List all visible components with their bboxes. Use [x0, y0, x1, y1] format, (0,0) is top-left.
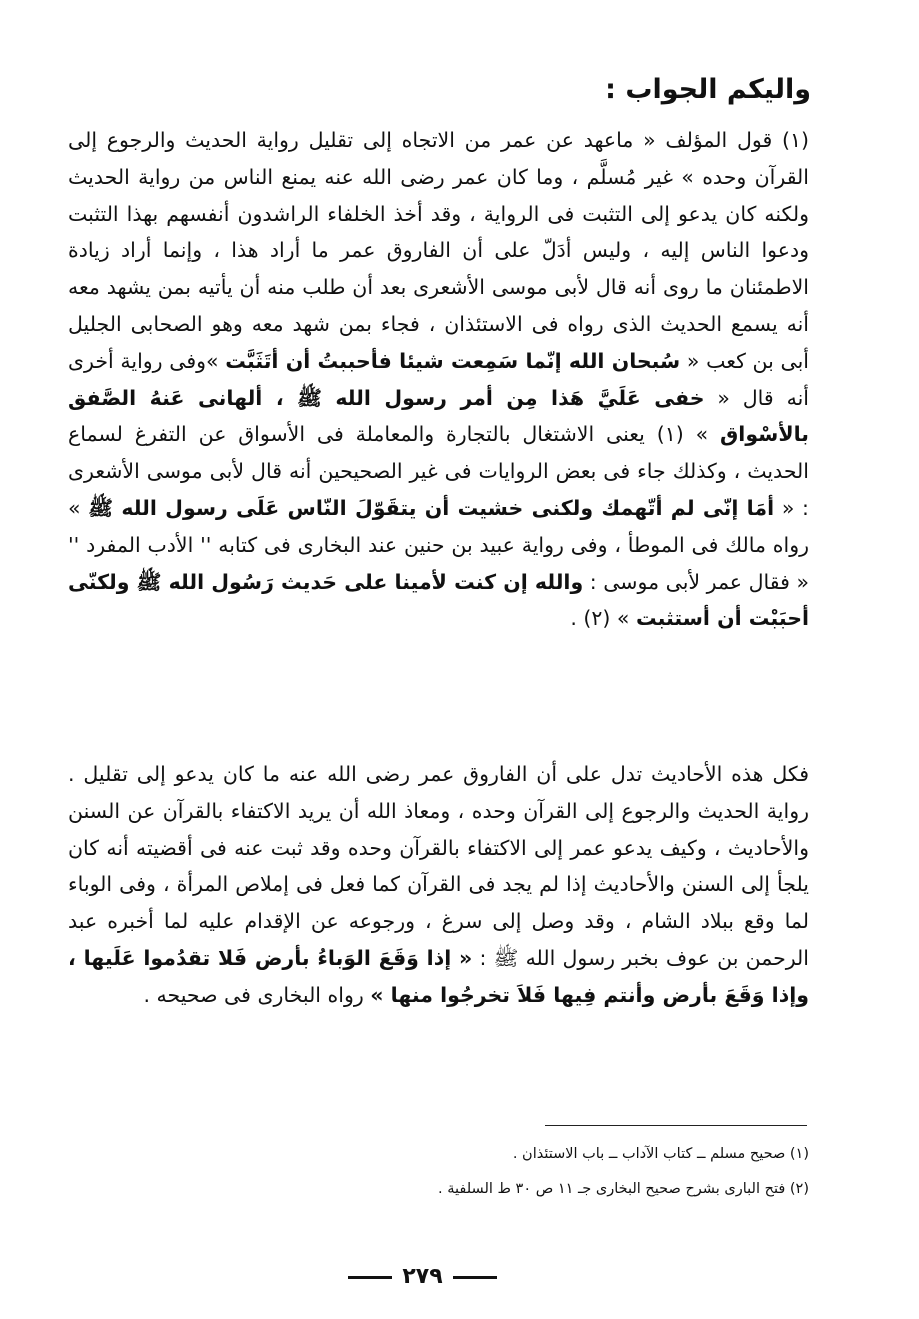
- paragraph-2-text: فكل هذه الأحاديث تدل على أن الفاروق عمر رضى الله عنه ما كان يدعو إلى تقليل . رواية الحديث والرجوع إلى القرآن وحده ، ومعاذ الله أن يريد الاكتفاء بالقرآن عن السنن والأحاديث ، وكيف يدعو عمر إلى الاكتفاء بالقرآن وحده وقد ثبت عنه فى أقضيته أنه كان يلجأ إلى السنن والأحاديث إذا لم يجد فى القرآن كما فعل فى إملاص المرأة ، وفى الوباء لما وقع ببلاد الشام ، وقد وصل إلى سرغ ، ورجوعه عن الإقدام عليه لما أخبره عبد الرحمن بن عوف بخبر رسول الله ﷺ :: [68, 762, 809, 970]
- paragraph-2-text: رواه البخارى فى صحيحه .: [143, 982, 364, 1007]
- paragraph-1-text: (١) قول المؤلف « ماعهد عن عمر من الاتجاه إلى تقليل رواية الحديث والرجوع إلى القرآن وحده » غير مُسلَّم ، وما كان عمر رضى الله عنه يمنع الناس من رواية الحديث ولكنه كان يدعو إلى التثبت فى الرواية ، وقد أخذ الخلفاء الراشدون أنفسهم بهذا التثبت ودعوا الناس إليه ، وليس أدَلّ على أن الفاروق عمر ما أراد هذا ، وإنما أراد زيادة الاطمئنان ما روى أنه قال لأبى موسى الأشعرى بعد أن طلب منه أن يأتيه بمن يشهد معه أنه يسمع الحديث الذى رواه فى الاستئذان ، فجاء بمن شهد معه وهو الصحابى الجليل أبى بن كعب «: [68, 128, 809, 373]
- hadith-quote: خفى عَلَيَّ هَذا مِن أمر رسول الله ﷺ ، ألهانى عَنهُ الصَّفق بالأسْواق: [68, 385, 809, 447]
- page-number: [0, 1264, 845, 1289]
- paragraph-1: [68, 122, 809, 637]
- page-number-dash: [453, 1276, 497, 1279]
- hadith-quote: أمَا إنّى لم أتّهمك ولكنى خشيت أن يتقَوّلَ النّاس عَلَى رسول الله ﷺ: [88, 495, 775, 520]
- paragraph-2: [68, 756, 809, 1014]
- paragraph-1-text: » (١) يعنى الاشتغال بالتجارة والمعاملة فى الأسواق عن التفرغ لسماع الحديث ، وكذلك جاء فى بعض الروايات فى غير الصحيحين أنه قال لأبى موسى الأشعرى : «: [68, 422, 809, 520]
- footnote-separator: [545, 1125, 807, 1126]
- hadith-quote: سُبحان الله إنّما سَمِعت شيئا فأحببتُ أن أتَثَبَّت: [225, 348, 681, 373]
- page-number-dash: [348, 1276, 392, 1279]
- hadith-quote: « إذا وَقَعَ الوَباءُ بأرض فَلا تقدُموا عَلَيها ، وإذا وَقَعَ بأرض وأنتم فِيها فَلاَ تخرجُوا منها »: [68, 945, 809, 1007]
- footnote-1: (١) صحيح مسلم ــ كتاب الآداب ــ باب الاستئذان .: [512, 1146, 809, 1162]
- paragraph-1-text: »وفى رواية أخرى أنه قال «: [68, 348, 809, 410]
- footnote-2: (٢) فتح البارى بشرح صحيح البخارى جـ ١١ ص ٣٠ ط السلفية .: [438, 1181, 809, 1197]
- page-number-text: ٢٧٩: [402, 1264, 443, 1289]
- paragraph-1-text: » (٢) .: [570, 606, 630, 631]
- paragraph-1-text: » رواه مالك فى الموطأ ، وفى رواية عبيد بن حنين عند البخارى فى كتابه '' الأدب المفرد '' « فقال عمر لأبى موسى :: [68, 495, 809, 594]
- hadith-quote: والله إن كنت لأمينا على حَديث رَسُول الله ﷺ ولكنّى أحبَبْت أن أستثبت: [68, 569, 809, 631]
- section-heading: واليكم الجواب :: [605, 74, 811, 105]
